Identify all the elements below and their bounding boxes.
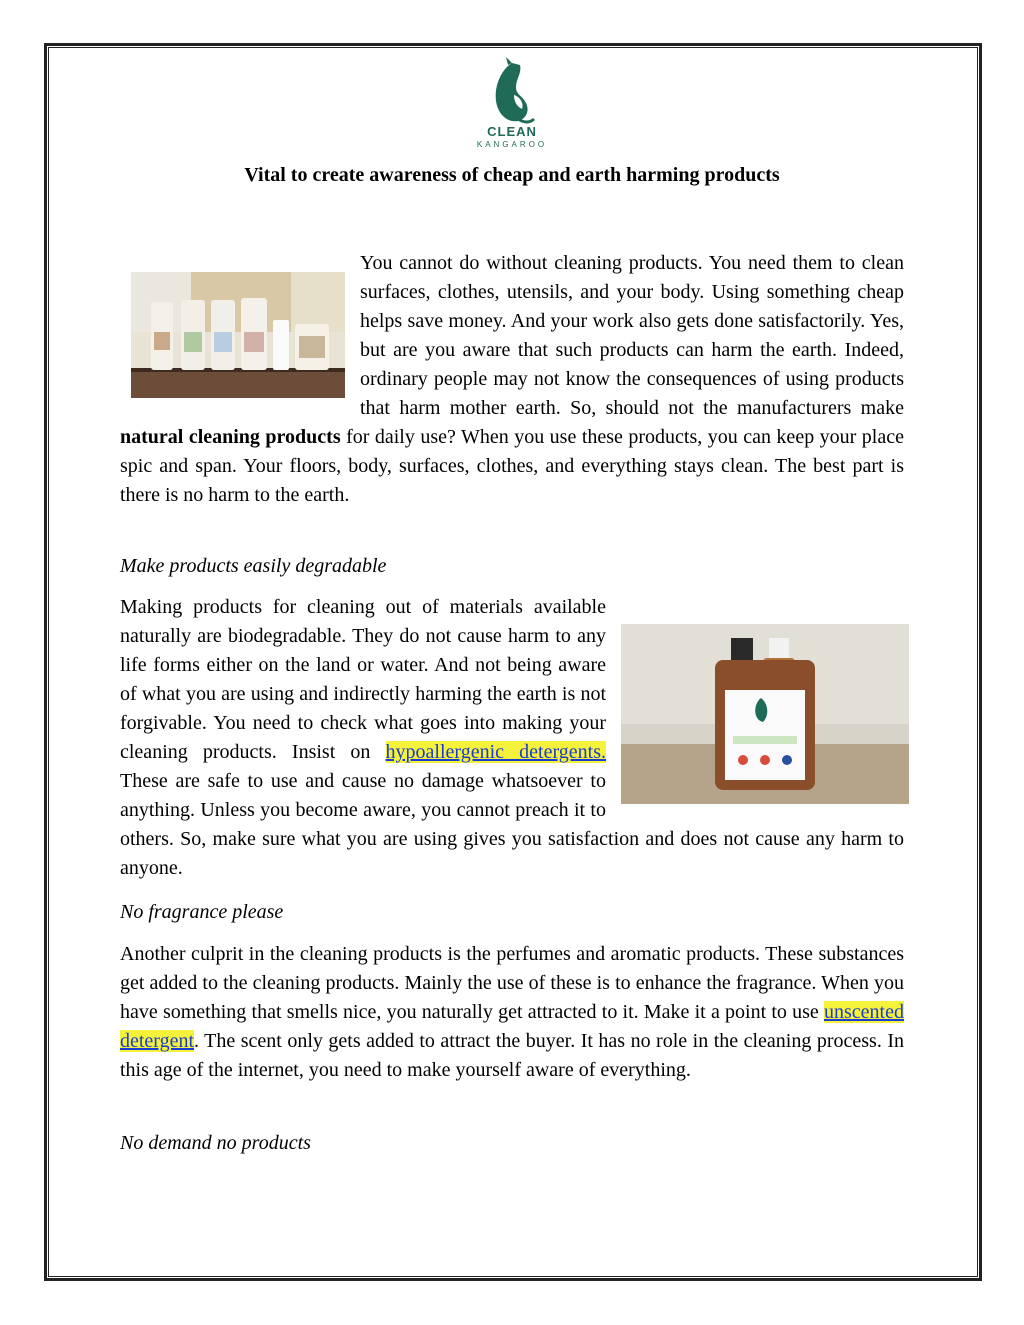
page-title: Vital to create awareness of cheap and earth harming products [244, 164, 780, 186]
degradable-text-after: These are safe to use and cause no damage whatsoever to anything. Unless you become aware, you cannot preach it to others. So, make sure what you are using gives you satisfaction and does not cause any harm to anyone. [120, 770, 904, 879]
section-heading-fragrance: No fragrance please [120, 901, 284, 923]
degradable-paragraph [120, 593, 904, 883]
unscented-detergent-link[interactable]: unscented detergent [120, 1001, 904, 1052]
hypoallergenic-detergents-link[interactable]: hypoallergenic detergents. [385, 741, 606, 763]
brand-subtitle: KANGAROO [476, 140, 548, 149]
intro-paragraph [120, 249, 904, 510]
intro-text-before: You cannot do without cleaning products. You need them to clean surfaces, clothes, utensils, and your body. Using something cheap helps save money. And your work also gets done satisfactorily. Yes, but are you aware that such products can harm the earth. Indeed, ordinary people may not know the consequences of using products that harm mother earth. So, should not the manufacturers make [360, 252, 904, 419]
intro-text-after: for daily use? When you use these products, you can keep your place spic and span. Your floors, body, surfaces, clothes, and everything stays clean. The best part is there is no harm to the earth. [120, 426, 904, 506]
photo2-float-space [606, 623, 904, 799]
fragrance-text-after: . The scent only gets added to attract the buyer. It has no role in the cleaning process. In this age of the internet, you need to make yourself aware of everything. [120, 1030, 904, 1081]
fragrance-text-before: Another culprit in the cleaning products is the perfumes and aromatic products. These substances get added to the cleaning products. Mainly the use of these is to enhance the fragrance. When you have something that smells nice, you naturally get attracted to it. Make it a point to use [120, 943, 904, 1023]
fragrance-paragraph [120, 940, 904, 1085]
section-heading-no-demand: No demand no products [120, 1132, 311, 1154]
degradable-text-before: Making products for cleaning out of materials available naturally are biodegradable. They do not cause harm to any life forms either on the land or water. And not being aware of what you are using and indirectly harming the earth is not forgivable. You need to check what goes into making your cleaning products. Insist on [120, 596, 606, 763]
photo1-float-space [120, 249, 360, 421]
natural-cleaning-products-emphasis: natural cleaning products [120, 426, 341, 448]
brand-name: CLEAN [487, 124, 537, 139]
section-heading-degradable: Make products easily degradable [120, 555, 387, 577]
